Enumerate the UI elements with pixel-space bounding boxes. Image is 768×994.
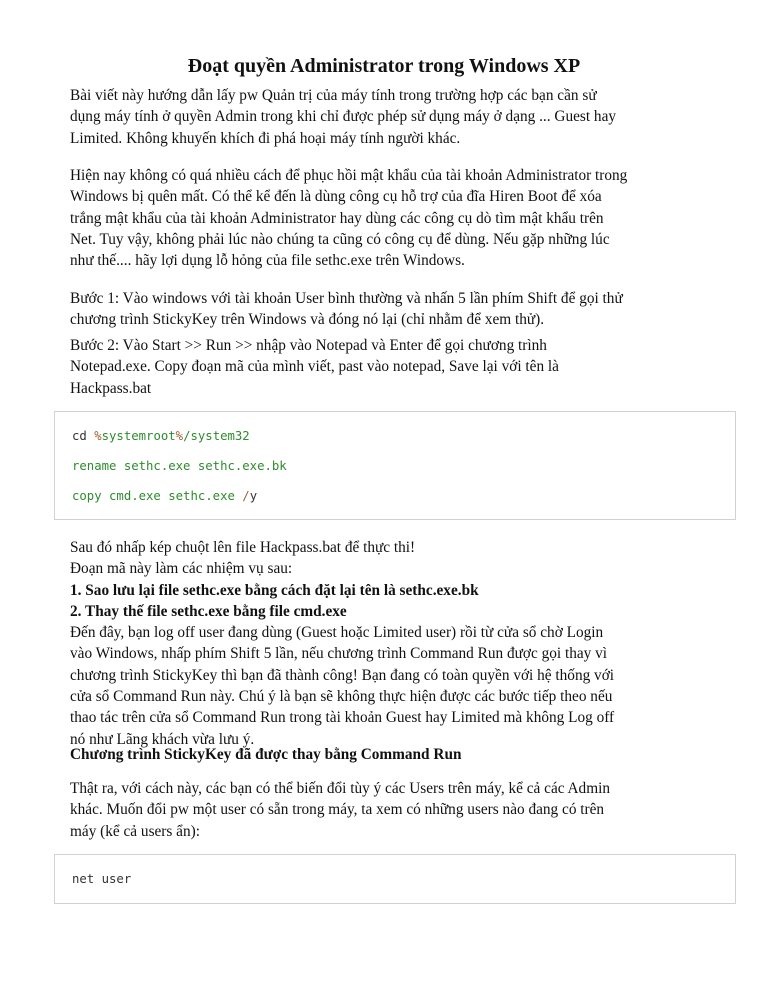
after-code-paragraph: [70, 537, 710, 750]
text-line: Thật ra, với cách này, các bạn có thể biến đổi tùy ý các Users trên máy, kể cả các Admin: [70, 780, 610, 797]
text-line: Hackpass.bat: [70, 379, 152, 397]
intro-paragraph: [70, 85, 710, 149]
text-line: Bước 1: Vào windows với tài khoản User bình thường và nhấn 5 lần phím Shift để gọi thử: [70, 290, 623, 307]
text-line: trắng mật khẩu của tài khoản Administrator hay dùng các công cụ dò tìm mật khẩu trên: [70, 209, 604, 227]
text-line: như thế.... hãy lợi dụng lỗ hỏng của file sethc.exe trên Windows.: [70, 252, 465, 270]
text-line: Sau đó nhấp kép chuột lên file Hackpass.bat để thực thi!: [70, 539, 416, 556]
code-line: [72, 489, 257, 503]
text-line: Limited. Không khuyến khích đi phá hoại máy tính người khác.: [70, 129, 461, 147]
text-line: Đoạn mã này làm các nhiệm vụ sau:: [70, 560, 293, 578]
text-line: Net. Tuy vậy, không phải lúc nào chúng ta cũng có công cụ để dùng. Nếu gặp những lúc: [70, 230, 610, 248]
code-path: /system32: [183, 429, 250, 443]
step-1-paragraph: [70, 288, 710, 331]
text-line: Windows bị quên mất. Có thể kể đến là dùng công cụ hỗ trợ của đĩa Hiren Boot để xóa: [70, 188, 602, 206]
code-block-net-user: [54, 854, 736, 904]
code-symbol: %: [175, 429, 184, 443]
task-line: 1. Sao lưu lại file sethc.exe bằng cách đặt lại tên là sethc.exe.bk: [70, 581, 479, 599]
text-line: Notepad.exe. Copy đoạn mã của mình viết, past vào notepad, Save lại với tên là: [70, 358, 559, 376]
background-paragraph: [70, 165, 710, 271]
text-line: chương trình StickyKey thì bạn đã thành công! Bạn đang có toàn quyền với hệ thống với: [70, 666, 615, 684]
code-text: net user: [72, 872, 132, 886]
code-line: [72, 459, 287, 473]
code-command: cd: [72, 429, 95, 443]
caption: [70, 744, 710, 765]
text-line: dụng máy tính ở quyền Admin trong khi chỉ được phép sử dụng máy ở dạng ... Guest hay: [70, 108, 617, 126]
text-line: cửa sổ Command Run này. Chú ý là bạn sẽ không thực hiện được các bước tiếp theo nếu: [70, 688, 613, 706]
text-line: Đến đây, bạn log off user đang dùng (Guest hoặc Limited user) rồi từ cửa sổ chờ Login: [70, 624, 604, 642]
code-line: [72, 429, 250, 443]
code-text: rename sethc.exe sethc.exe.bk: [72, 459, 287, 473]
caption-text: Chương trình StickyKey đã được thay bằng Command Run: [70, 746, 462, 763]
code-symbol: /: [242, 489, 250, 503]
text-line: thao tác trên cửa sổ Command Run trong tài khoản Guest hay Limited mà không Log off: [70, 709, 615, 727]
code-symbol: %: [94, 429, 102, 443]
code-flag: y: [249, 489, 258, 503]
text-line: máy (kể cả users ẩn):: [70, 822, 200, 840]
text-line: chương trình StickyKey trên Windows và đóng nó lại (chỉ nhằm để xem thử).: [70, 311, 545, 329]
task-line: 2. Thay thế file sethc.exe bằng file cmd.exe: [70, 602, 347, 620]
code-variable: systemroot: [101, 429, 176, 443]
code-text: copy cmd.exe sethc.exe: [72, 489, 243, 503]
text-line: Hiện nay không có quá nhiều cách để phục hồi mật khẩu của tài khoản Administrator trong: [70, 167, 628, 184]
text-line: khác. Muốn đổi pw một user có sẵn trong máy, ta xem có những users nào đang có trên: [70, 801, 605, 819]
text-line: Bài viết này hướng dẫn lấy pw Quản trị của máy tính trong trường hợp các bạn cần sử: [70, 87, 597, 104]
text-line: nó như Lãng khách vừa lưu ý.: [70, 730, 255, 748]
text-line: vào Windows, nhấp phím Shift 5 lần, nếu chương trình Command Run được gọi thay vì: [70, 645, 608, 663]
text-line: Bước 2: Vào Start >> Run >> nhập vào Notepad và Enter để gọi chương trình: [70, 337, 547, 354]
code-line: [72, 872, 131, 886]
code-block-hackpass: [54, 411, 736, 520]
page-title: Đoạt quyền Administrator trong Windows XP: [187, 55, 581, 77]
step-2-paragraph: [70, 335, 710, 399]
users-paragraph: [70, 778, 710, 842]
